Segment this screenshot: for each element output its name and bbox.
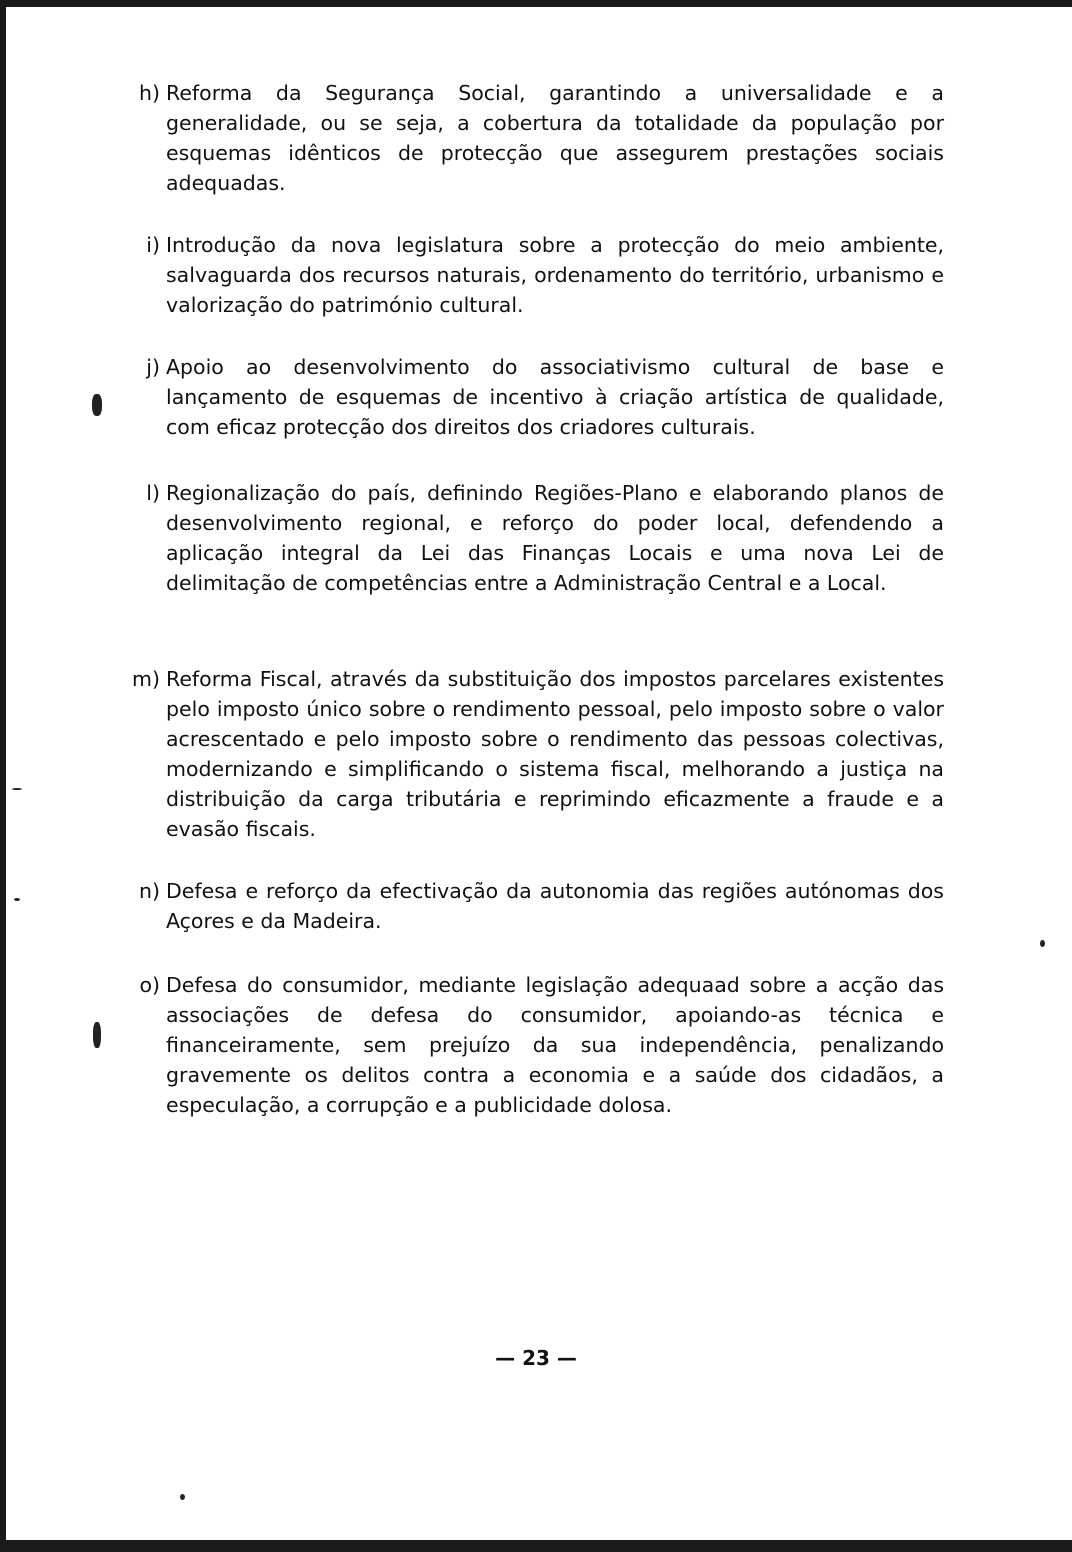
scan-mark: [93, 1022, 101, 1048]
item-marker: o): [139, 973, 160, 997]
list-item-h: [116, 78, 944, 198]
item-marker: h): [139, 81, 160, 105]
scan-mark: [180, 1494, 185, 1500]
scan-mark: [14, 898, 20, 901]
list-item-o: [116, 970, 944, 1120]
scan-mark: [92, 394, 102, 416]
item-marker: j): [146, 355, 160, 379]
list-item-n: [116, 876, 944, 936]
item-text: Introdução da nova legislatura sobre a protecção do meio ambiente, salvaguarda dos recursos naturais, ordenamento do território, urbanismo e valorização do património cultural.: [166, 233, 944, 317]
item-marker: m): [132, 667, 160, 691]
scan-edge-bottom: [0, 1540, 1072, 1552]
scan-mark: [1040, 940, 1045, 947]
item-text: Defesa e reforço da efectivação da autonomia das regiões autónomas dos Açores e da Madeira.: [166, 879, 944, 933]
item-marker: n): [139, 879, 160, 903]
list-item-m: [116, 664, 944, 844]
item-marker: l): [146, 481, 160, 505]
scan-edge-top: [0, 0, 1072, 7]
item-marker: i): [146, 233, 160, 257]
list-item-j: [116, 352, 944, 442]
scan-mark: [12, 788, 22, 790]
scan-edge-left: [0, 0, 6, 1552]
item-text: Regionalização do país, definindo Regiões-Plano e elaborando planos de desenvolvimento regional, e reforço do poder local, defendendo a aplicação integral da Lei das Finanças Locais e uma nova Lei de delimitação de competências entre a Administração Central e a Local.: [166, 481, 944, 595]
item-text: Reforma Fiscal, através da substituição dos impostos parcelares existentes pelo imposto único sobre o rendimento pessoal, pelo imposto sobre o valor acrescentado e pelo imposto sobre o rendimento das pessoas colectivas, modernizando e simplificando o sistema fiscal, melhorando a justiça na distribuição da carga tributária e reprimindo eficazmente a fraude e a evasão fiscais.: [166, 667, 944, 841]
list-item-l: [116, 478, 944, 598]
list-item-i: [116, 230, 944, 320]
page-number: — 23 —: [495, 1346, 577, 1370]
item-text: Apoio ao desenvolvimento do associativismo cultural de base e lançamento de esquemas de incentivo à criação artística de qualidade, com eficaz protecção dos direitos dos criadores culturais.: [166, 355, 944, 439]
item-text: Defesa do consumidor, mediante legislação adequaad sobre a acção das associações de defesa do consumidor, apoiando-as técnica e financeiramente, sem prejuízo da sua independência, penalizando gravemente os delitos contra a economia e a saúde dos cidadãos, a especulação, a corrupção e a publicidade dolosa.: [166, 973, 944, 1117]
item-text: Reforma da Segurança Social, garantindo a universalidade e a generalidade, ou se seja, a cobertura da totalidade da população por esquemas idênticos de protecção que assegurem prestações sociais adequadas.: [166, 81, 944, 195]
